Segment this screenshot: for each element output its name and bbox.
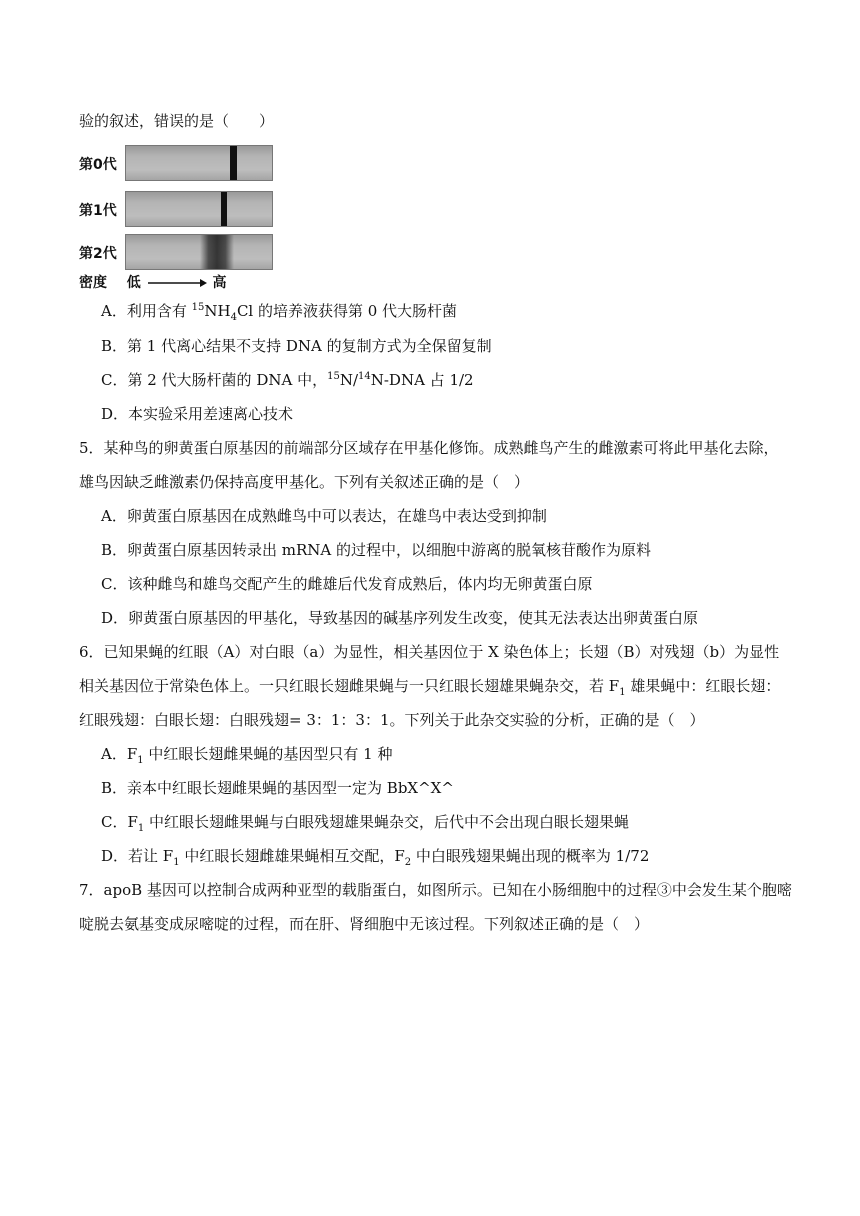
q4-option-c: C．第 2 代大肠杆菌的 DNA 中，$^{15}$N/$^{14}$N-DNA 占 1/2 <box>101 371 474 389</box>
density-axis <box>79 272 227 292</box>
gen0-label: 第0代 <box>79 157 117 173</box>
q6-option-c: C．$F_1$ 中红眼长翅雌果蝇与白眼残翅雄果蝇杂交，后代中不会出现白眼长翅果蝇 <box>101 813 630 834</box>
q6-option-a: A．$F_1$ 中红眼长翅雌果蝇的基因型只有 1 种 <box>101 745 393 766</box>
density-arrow-icon <box>146 278 208 288</box>
gen0-band <box>230 146 237 180</box>
q4-option-d: D．本实验采用差速离心技术 <box>101 405 294 423</box>
q5-stem-line1: 5．某种鸟的卵黄蛋白原基因的前端部分区域存在甲基化修饰。成熟雌鸟产生的雌激素可将此甲基化去除， <box>79 439 779 457</box>
density-low: 低 <box>126 275 141 291</box>
q7-stem-line2: 啶脱去氨基变成尿嘧啶的过程，而在肝、肾细胞中无该过程。下列叙述正确的是（ ） <box>79 915 650 933</box>
q5-option-b: B．卵黄蛋白原基因转录出 mRNA 的过程中，以细胞中游离的脱氧核苷酸作为原料 <box>101 541 652 559</box>
density-high: 高 <box>212 275 227 291</box>
gen1-band <box>221 192 227 226</box>
q5-option-d: D．卵黄蛋白原基因的甲基化，导致基因的碱基序列发生改变，使其无法表达出卵黄蛋白原 <box>101 609 699 627</box>
q5-option-a: A．卵黄蛋白原基因在成熟雌鸟中可以表达，在雄鸟中表达受到抑制 <box>101 507 547 525</box>
q5-stem-line2: 雄鸟因缺乏雌激素仍保持高度甲基化。下列有关叙述正确的是（ ） <box>79 473 530 491</box>
q6-stem-line1: 6．已知果蝇的红眼（A）对白眼（a）为显性，相关基因位于 X 染色体上；长翅（B）对残翅（b）为显性 <box>79 643 780 661</box>
q6-stem-line2: 相关基因位于常染色体上。一只红眼长翅雌果蝇与一只红眼长翅雄果蝇杂交，若 $F_1$ 雄果蝇中：红眼长翅： <box>79 677 781 698</box>
q7-stem-line1: 7．apoB 基因可以控制合成两种亚型的载脂蛋白，如图所示。已知在小肠细胞中的过程③中会发生某个胞嘧 <box>79 881 792 899</box>
gen2-band <box>200 235 234 269</box>
q4-option-a: A．利用含有 $^{15}NH_4Cl$ 的培养液获得第 0 代大肠杆菌 <box>101 302 458 323</box>
q6-option-d: D．若让 $F_1$ 中红眼长翅雌雄果蝇相互交配，$F_2$ 中白眼残翅果蝇出现的概率为 1/72 <box>101 847 650 868</box>
gen2-gel <box>125 234 273 270</box>
q5-option-c: C．该种雌鸟和雄鸟交配产生的雌雄后代发育成熟后，体内均无卵黄蛋白原 <box>101 575 593 593</box>
q4-option-b: B．第 1 代离心结果不支持 DNA 的复制方式为全保留复制 <box>101 337 492 355</box>
gen1-gel <box>125 191 273 227</box>
gen2-label: 第2代 <box>79 246 117 262</box>
centrifuge-figure <box>79 144 239 292</box>
q6-option-b: B．亲本中红眼长翅雌果蝇的基因型一定为 BbX^X^ <box>101 779 454 797</box>
density-label: 密度 <box>79 275 107 291</box>
q6-stem-line3: 红眼残翅：白眼长翅：白眼残翅= 3：1：3：1。下列关于此杂交实验的分析，正确的是（ ） <box>79 711 705 729</box>
gen0-gel <box>125 145 273 181</box>
gen1-label: 第1代 <box>79 203 117 219</box>
q4-stem-tail: 验的叙述，错误的是（ ） <box>79 112 275 130</box>
